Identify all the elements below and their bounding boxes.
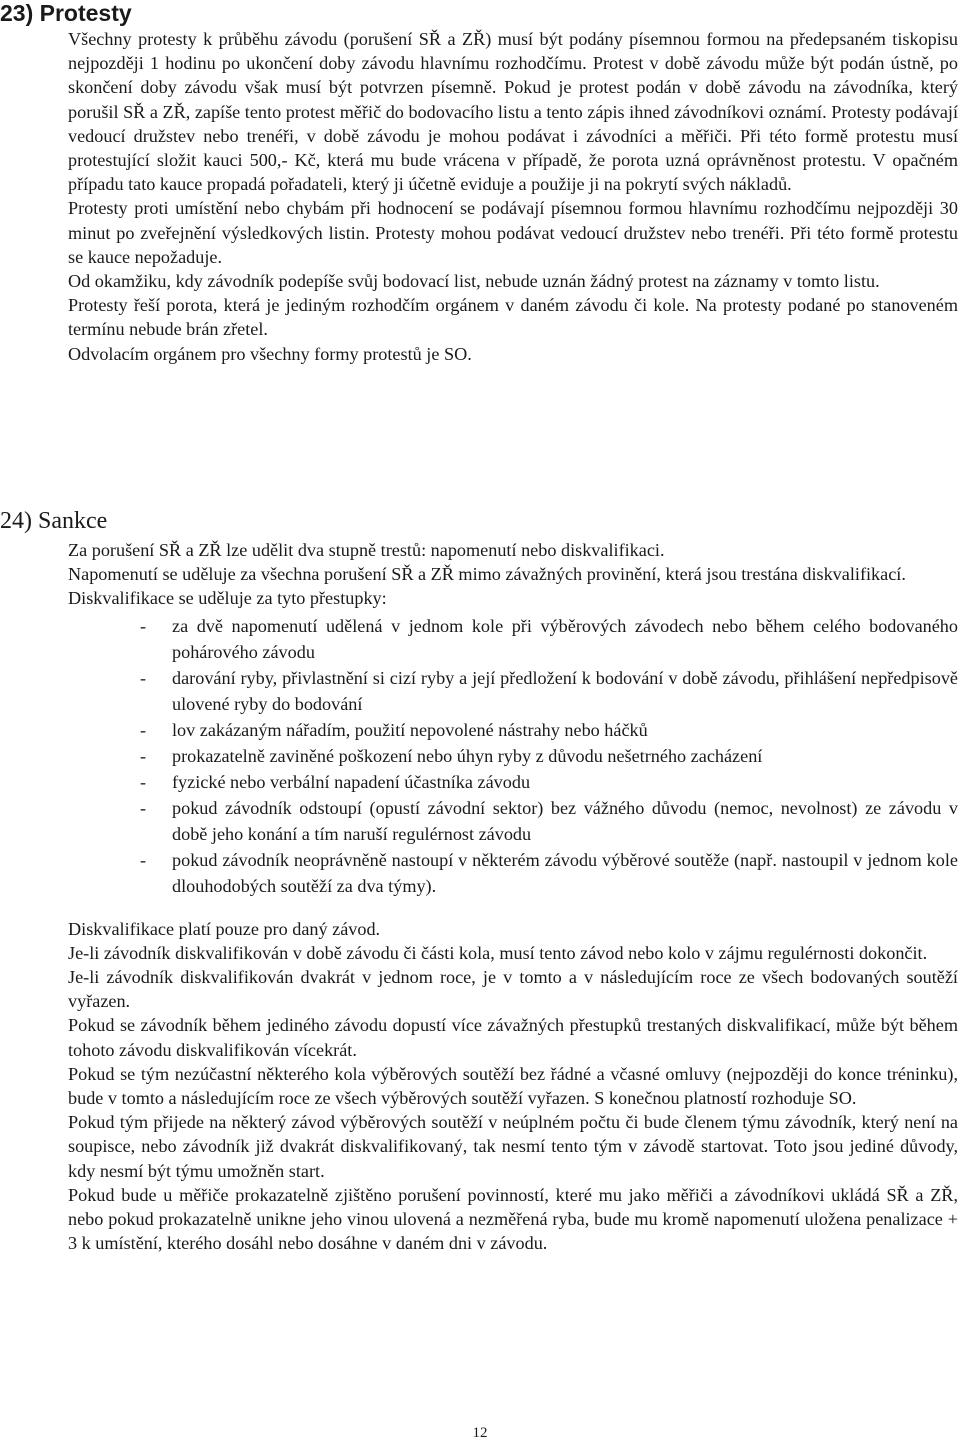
- paragraph: Pokud se závodník během jediného závodu dopustí více závažných přestupků trestaných diskvalifikací, může být během tohoto závodu diskvalifikován vícekrát.: [68, 1015, 958, 1060]
- paragraph: Protesty proti umístění nebo chybám při hodnocení se podávají písemnou formou hlavnímu rozhodčímu nejpozději 30 minut po zveřejnění výsledkových listin. Protesty mohou podávat vedoucí družstev nebo trenéři. Při této formě protestu se kauce nepožaduje.: [68, 198, 958, 267]
- dash-bullet: -: [140, 771, 147, 792]
- section-heading-protests: 23) Protesty: [0, 0, 132, 26]
- section-sanctions: [0, 508, 960, 1255]
- list-item-text: lov zakázaným nářadím, použití nepovolené nástrahy nebo háčků: [172, 719, 648, 740]
- list-item: [68, 717, 958, 743]
- list-item-text: prokazatelně zaviněné poškození nebo úhyn ryby z důvodu nešetrného zacházení: [172, 745, 763, 766]
- paragraph: Protesty řeší porota, která je jediným rozhodčím orgánem v daném závodu či kole. Na protesty podané po stanoveném termínu nebude brán zřetel.: [68, 295, 958, 340]
- section-body-protests: [68, 27, 958, 366]
- paragraph: Diskvalifikace se uděluje za tyto přestupky:: [68, 588, 387, 609]
- list-item-text: darování ryby, přivlastnění si cizí ryby a její předložení k bodování v době závodu, přihlášení nepředpisově ulovené ryby do bodování: [172, 667, 958, 714]
- list-item-text: pokud závodník odstoupí (opustí závodní sektor) bez vážného důvodu (nemoc, nevolnost) ze závodu v době jeho konání a tím naruší regulérnost závodu: [172, 797, 958, 844]
- list-item-text: pokud závodník neoprávněně nastoupí v některém závodu výběrové soutěže (např. nastoupil v jednom kole dlouhodobých soutěží za dva týmy).: [172, 849, 958, 896]
- paragraph: Napomenutí se uděluje za všechna porušení SŘ a ZŘ mimo závažných provinění, která jsou trestána diskvalifikací.: [68, 564, 906, 585]
- paragraph: Pokud bude u měřiče prokazatelně zjištěno porušení povinností, které mu jako měřiči a závodníkovi ukládá SŘ a ZŘ, nebo pokud prokazatelně unikne jeho vinou ulovená a nezměřená ryba, bude mu kromě napomenutí uložena penalizace + 3 k umístění, kterého dosáhl nebo dosáhne v daném dni v závodu.: [68, 1184, 958, 1254]
- list-item-text: fyzické nebo verbální napadení účastníka závodu: [172, 771, 531, 792]
- dash-bullet: -: [140, 745, 147, 766]
- paragraph: Pokud se tým nezúčastní některého kola výběrových soutěží bez řádné a včasné omluvy (nejpozději do konce tréninku), bude v tomto a následujícím roce ze všech výběrových soutěží vyřazen. S konečnou platností rozhoduje SO.: [68, 1063, 958, 1109]
- section-body-sanctions: [68, 538, 958, 1255]
- list-item-text: za dvě napomenutí udělená v jednom kole při výběrových závodech nebo během celého bodovaného pohárového závodu: [172, 615, 958, 662]
- paragraph: Je-li závodník diskvalifikován dvakrát v jednom roce, je v tomto a v následujícím roce ze všech bodovaných soutěží vyřazen.: [68, 967, 958, 1012]
- dash-bullet: -: [140, 667, 147, 688]
- page-number: 12: [472, 1425, 488, 1441]
- paragraph: Za porušení SŘ a ZŘ lze udělit dva stupně trestů: napomenutí nebo diskvalifikaci.: [68, 540, 665, 560]
- dash-bullet: -: [140, 797, 147, 818]
- list-item: [68, 665, 958, 717]
- list-item: [68, 769, 958, 795]
- paragraph: Všechny protesty k průběhu závodu (porušení SŘ a ZŘ) musí být podány písemnou formou na předepsaném tiskopisu nejpozději 1 hodinu po ukončení doby závodu hlavnímu rozhodčímu. Protest v době závodu může být podán ústně, po skončení doby závodu však musí být potvrzen písemně. Pokud je protest podán v době závodu na závodníka, který porušil SŘ a ZŘ, zapíše tento protest měřič do bodovacího listu a tento zápis ihned závodníkovi oznámí. Protesty podávají vedoucí družstev nebo trenéři, v době závodu je mohou podávat i závodníci a měřiči. Při této formě protestu musí protestující složit kauci 500,- Kč, která mu bude vrácena v případě, že porota uzná oprávněnost protestu. V opačném případu tato kauce propadá pořadateli, který ji účetně eviduje a použije ji na pokrytí svých nákladů.: [68, 29, 958, 195]
- dash-bullet: -: [140, 615, 147, 636]
- paragraph: Diskvalifikace platí pouze pro daný závod.: [68, 918, 381, 939]
- sanction-rules: [68, 917, 958, 1256]
- list-item: [68, 743, 958, 769]
- list-item: [68, 613, 958, 665]
- paragraph: Pokud tým přijede na některý závod výběrových soutěží v neúplném počtu či bude členem týmu závodník, který není na soupisce, nebo závodník již dvakrát diskvalifikovaný, tak nesmí tento tým v závodě startovat. Toto jsou jediné důvody, kdy nesmí být týmu umožněn start.: [68, 1112, 958, 1181]
- section-heading-sanctions: 24) Sankce: [0, 508, 108, 534]
- paragraph: Od okamžiku, kdy závodník podepíše svůj bodovací list, nebude uznán žádný protest na záznamy v tomto listu.: [68, 271, 880, 292]
- list-item: [68, 795, 958, 847]
- section-protests: [0, 0, 960, 366]
- offence-list: [68, 613, 958, 899]
- paragraph: Je-li závodník diskvalifikován v době závodu či části kola, musí tento závod nebo kolo v zájmu regulérnosti dokončit.: [68, 942, 928, 963]
- dash-bullet: -: [140, 849, 147, 870]
- list-item: [68, 847, 958, 899]
- dash-bullet: -: [140, 719, 147, 740]
- paragraph: Odvolacím orgánem pro všechny formy protestů je SO.: [68, 343, 472, 364]
